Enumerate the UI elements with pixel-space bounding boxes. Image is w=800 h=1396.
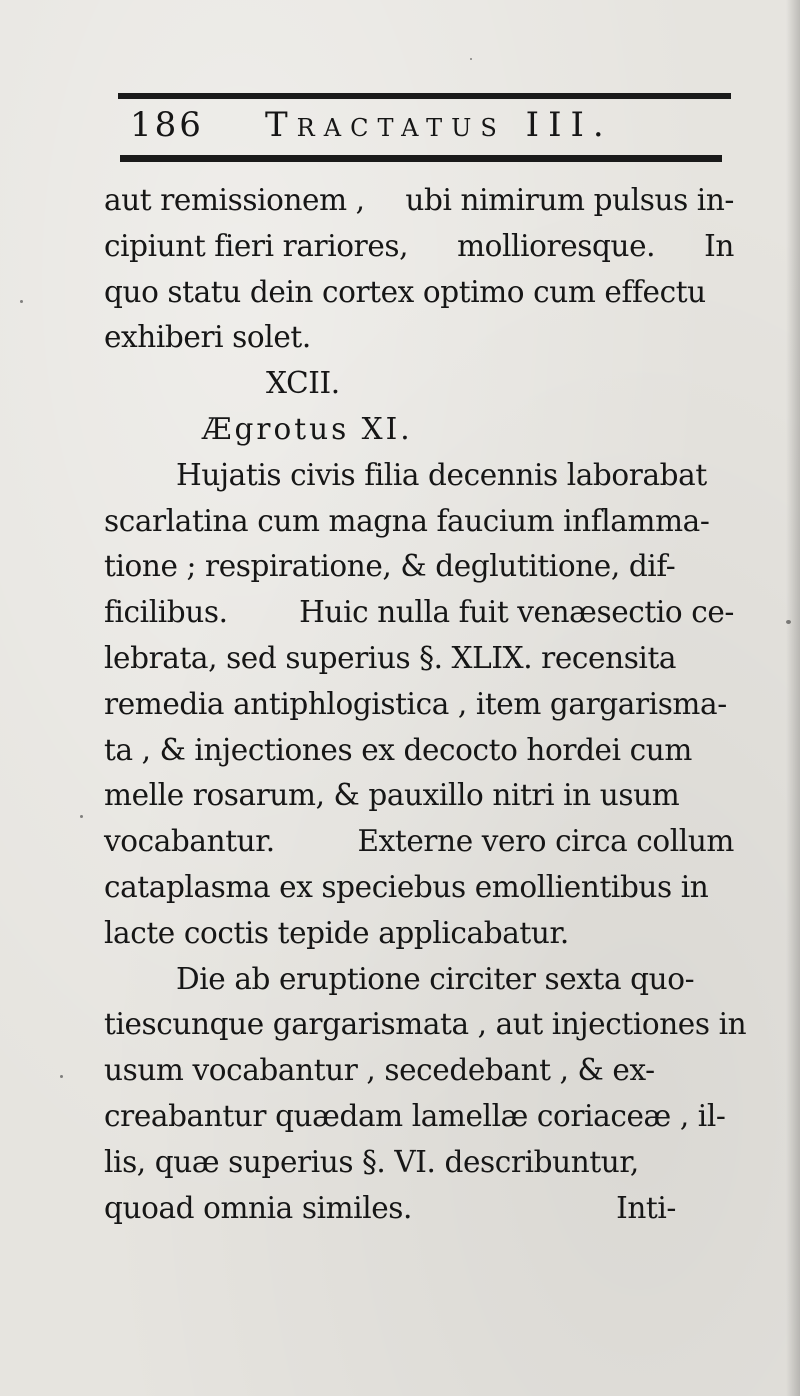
text-line: melle rosarum, & pauxillo nitri in usum: [104, 778, 680, 813]
text-line: cipiunt fieri rariores, mollioresque. In: [104, 228, 734, 263]
text-line: tiescunque gargarismata , aut injectiones in: [104, 1007, 747, 1042]
text-line: ficilibus. Huic nulla fuit venæsectio ce-: [104, 595, 734, 630]
text-line: tione ; respiratione, & deglutitione, dif-: [104, 549, 676, 584]
text-line: Die ab eruptione circiter sexta quo-: [176, 961, 695, 996]
page-edge-shadow: [786, 0, 800, 1396]
text-line: creabantur quædam lamellæ coriaceæ , il-: [104, 1098, 726, 1133]
running-title: Tractatus III.: [265, 105, 613, 145]
text-line: lis, quæ superius §. VI. describuntur,: [104, 1144, 639, 1179]
paper-speck: [60, 1075, 63, 1078]
text-line: aut remissionem , ubi nimirum pulsus in-: [104, 183, 734, 217]
text-line: scarlatina cum magna faucium inflamma-: [104, 503, 710, 538]
text-line: ta , & injectiones ex decocto hordei cum: [104, 732, 692, 767]
text-line: lacte coctis tepide applicabatur.: [104, 915, 569, 950]
paper-speck: [470, 58, 472, 60]
text-line: cataplasma ex speciebus emollientibus in: [104, 869, 709, 904]
text-line: quo statu dein cortex optimo cum effectu: [104, 274, 706, 309]
paper-speck: [20, 300, 23, 303]
text-line: usum vocabantur , secedebant , & ex-: [104, 1053, 655, 1088]
page-number: 186: [130, 105, 204, 145]
paper-speck: [786, 620, 791, 624]
section-number: XCII.: [266, 366, 340, 401]
header-rule-bottom: [120, 155, 722, 162]
text-line: Hujatis civis filia decennis laborabat: [176, 457, 707, 492]
text-line: vocabantur. Externe vero circa collum: [104, 824, 734, 859]
text-line: quoad omnia similes. Inti-: [104, 1186, 734, 1232]
catchword: Inti-: [616, 1190, 676, 1225]
body-text: [104, 178, 747, 1231]
text-line: lebrata, sed superius §. XLIX. recensita: [104, 640, 677, 675]
case-heading: Ægrotus XI.: [202, 411, 413, 446]
text-line: remedia antiphlogistica , item gargarisma-: [104, 686, 727, 721]
paper-speck: [80, 815, 83, 818]
text-line: exhiberi solet.: [104, 320, 311, 355]
header-rule-top: [118, 93, 731, 99]
running-header: [130, 100, 690, 152]
